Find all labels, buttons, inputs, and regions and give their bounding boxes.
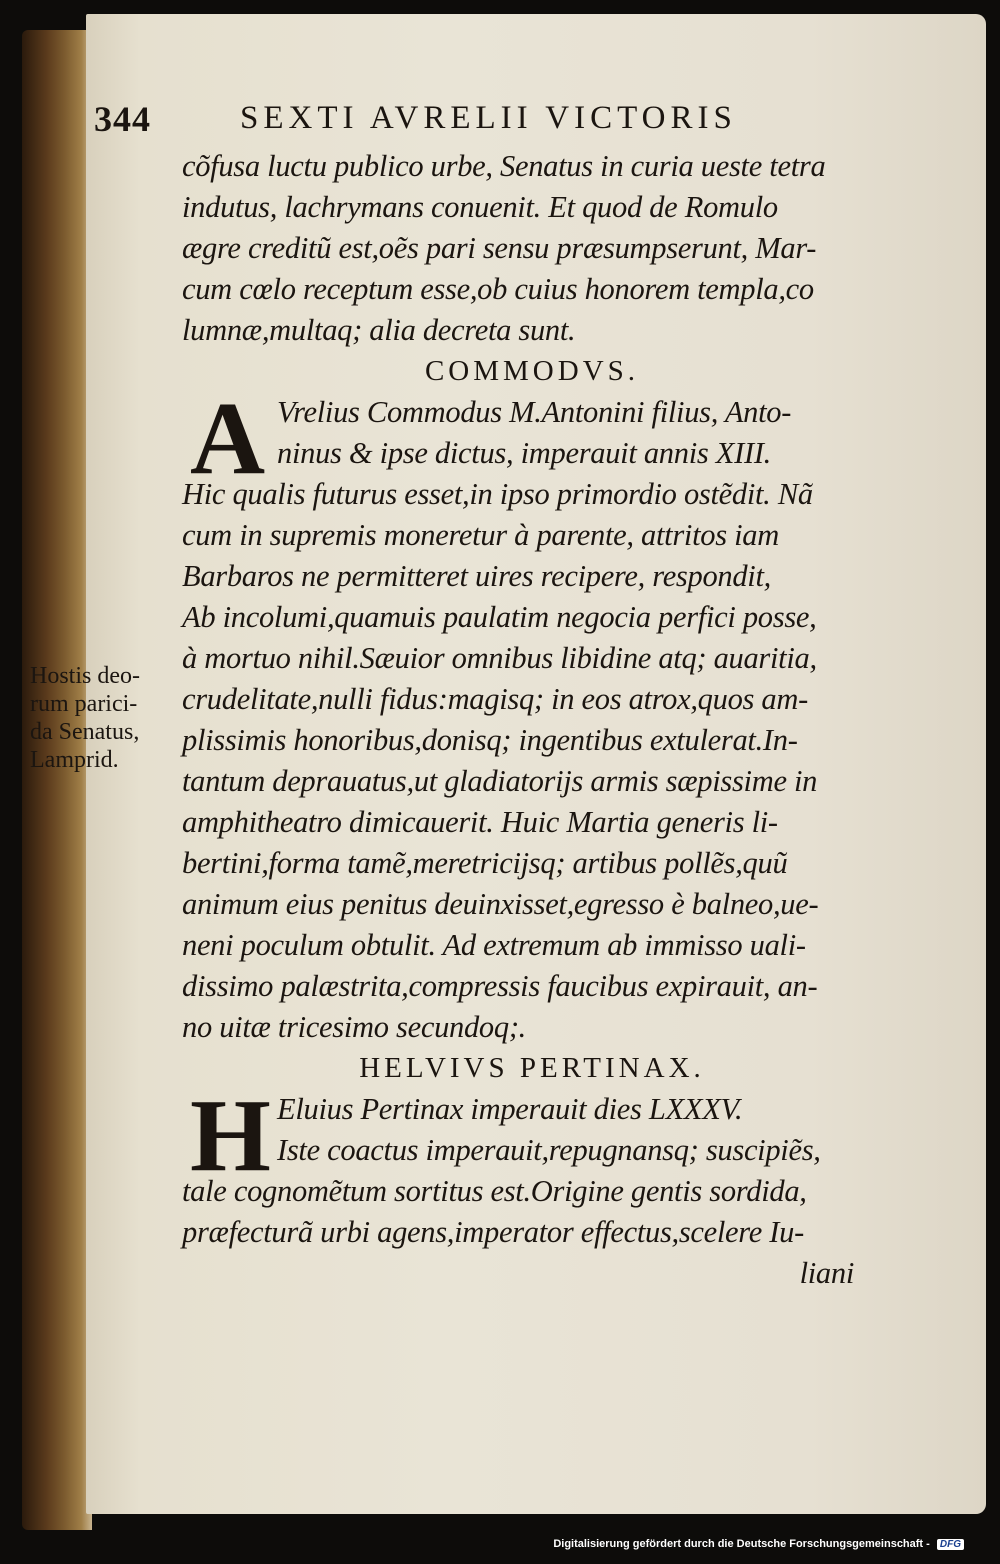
text-line: dissimo palæstrita,compressis faucibus expirauit, an- (182, 969, 818, 1003)
running-head: SEXTI AVRELII VICTORIS (240, 100, 737, 136)
text-line: ninus & ipse dictus, imperauit annis XIII. (277, 436, 772, 470)
text-line: cum cœlo receptum esse,ob cuius honorem templa,co (182, 272, 814, 306)
text-line: cõfusa luctu publico urbe, Senatus in curia ueste tetra (182, 149, 826, 183)
text-line: animum eius penitus deuinxisset,egresso è balneo,ue- (182, 887, 819, 921)
margin-note-line: Lamprid. (30, 747, 119, 773)
text-line: Eluius Pertinax imperauit dies LXXXV. (277, 1092, 743, 1126)
credit-text: Digitalisierung gefördert durch die Deutsche Forschungsgemeinschaft - (553, 1538, 930, 1550)
text-line: tantum deprauatus,ut gladiatorijs armis sæpissime in (182, 764, 818, 798)
text-line: Iste coactus imperauit,repugnansq; suscipiẽs, (277, 1133, 821, 1167)
digitization-credit (553, 1538, 964, 1550)
section-heading-pertinax: HELVIVS PERTINAX. (359, 1052, 705, 1084)
dfg-logo: DFG (937, 1539, 964, 1550)
opening-paragraph (182, 146, 862, 351)
text-line: Barbaros ne permitteret uires recipere, respondit, (182, 559, 771, 593)
pertinax-paragraph (182, 1078, 862, 1253)
book-spine-edge (22, 30, 92, 1530)
text-line: tale cognomẽtum sortitus est.Origine gentis sordida, (182, 1174, 807, 1208)
text-line: Ab incolumi,quamuis paulatim negocia perfici posse, (182, 600, 817, 634)
text-line: bertini,forma tamẽ,meretricijsq; artibus pollẽs,quũ (182, 846, 788, 880)
text-line: Vrelius Commodus M.Antonini filius, Anto- (277, 395, 792, 429)
text-line: Hic qualis futurus esset,in ipso primordio ostẽdit. Nã (182, 477, 813, 511)
catchword: liani (799, 1256, 854, 1290)
text-line: lumnæ,multaq; alia decreta sunt. (182, 313, 576, 347)
text-line: cum in supremis moneretur à parente, attritos iam (182, 518, 779, 552)
text-line: no uitæ tricesimo secundoq;. (182, 1010, 527, 1044)
text-line: crudelitate,nulli fidus:magisq; in eos atrox,quos am- (182, 682, 808, 716)
section-heading-commodus: COMMODVS. (424, 355, 640, 387)
margin-note-line: da Senatus, (30, 719, 140, 745)
text-line: plissimis honoribus,donisq; ingentibus extulerat.In- (182, 723, 798, 757)
text-line: ægre creditũ est,oẽs pari sensu præsumpserunt, Mar- (182, 231, 817, 265)
margin-note-line: rum parici- (30, 691, 138, 717)
text-line: indutus, lachrymans conuenit. Et quod de Romulo (182, 190, 778, 224)
text-line: præfecturã urbi agens,imperator effectus,scelere Iu- (182, 1215, 804, 1249)
text-line: à mortuo nihil.Sæuior omnibus libidine atq; auaritia, (182, 641, 817, 675)
dropcap-letter-a: A (190, 381, 266, 496)
page-number: 344 (94, 99, 151, 139)
dropcap-letter-h: H (190, 1078, 271, 1193)
text-line: amphitheatro dimicauerit. Huic Martia generis li- (182, 805, 778, 839)
commodus-paragraph (182, 381, 862, 1048)
margin-note-line: Hostis deo- (30, 663, 140, 689)
main-text-block (182, 146, 862, 1294)
text-line: neni poculum obtulit. Ad extremum ab immisso uali- (182, 928, 806, 962)
margin-note (30, 662, 180, 774)
